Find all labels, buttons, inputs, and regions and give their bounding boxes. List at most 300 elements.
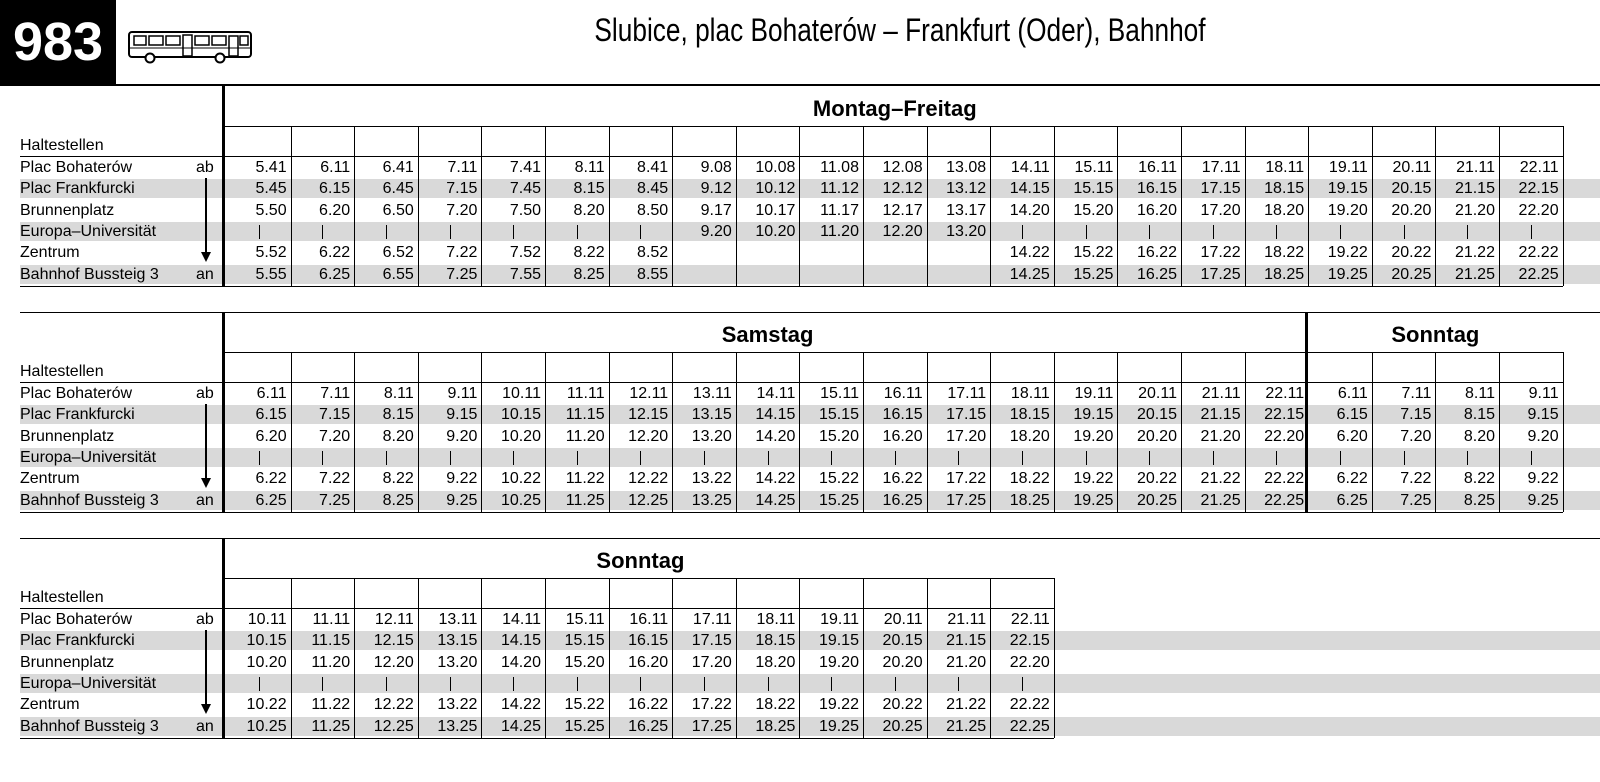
departure-time: 18.22 [755,696,796,714]
departure-time: 22.11 [1010,611,1050,628]
departure-time: 13.11 [692,385,732,402]
departure-time: 10.20 [246,653,287,671]
pass-through-mark [1022,677,1023,691]
departure-time: 12.17 [882,201,923,219]
pass-through-mark [1467,225,1468,239]
departure-time: 20.25 [1391,265,1432,283]
pass-through-mark [895,677,896,691]
departure-time: 16.22 [628,696,669,714]
departure-time: 21.20 [946,653,987,671]
pass-through-mark [831,677,832,691]
departure-time: 14.22 [500,696,541,714]
departure-time: 17.20 [691,653,732,671]
departure-time: 18.11 [1010,385,1050,402]
departure-time: 12.25 [628,491,669,509]
panel-top-rule [20,538,1600,539]
departure-time: 19.15 [1327,180,1368,198]
pass-through-mark [1086,225,1087,239]
route-title: Slubice, plac Bohaterów – Frankfurt (Oder), Bahnhof [594,12,1206,48]
pass-through-mark [640,451,641,465]
day-block-title: Samstag [721,322,814,347]
direction-arrow-icon [201,478,211,488]
departure-time: 16.15 [1136,180,1177,198]
departure-time: 18.25 [1009,491,1050,509]
departure-time: 16.11 [883,385,923,402]
stop-name: Brunnenplatz [20,653,115,671]
departure-time: 12.20 [628,427,669,445]
departure-time: 22.25 [1264,491,1305,509]
departure-time: 20.11 [1138,385,1177,402]
stop-name: Zentrum [20,470,80,488]
table-end-divider [1563,352,1564,512]
stop-name: Plac Frankfurcki [20,632,135,650]
departure-time: 18.15 [1009,406,1050,424]
departure-time: 6.25 [255,491,287,509]
pass-through-mark [1149,451,1150,465]
stop-name: Bahnhof Bussteig 3 [20,491,159,509]
pass-through-mark [577,677,578,691]
departure-time: 11.08 [820,159,859,176]
departure-time: 10.20 [755,222,796,240]
departure-time: 10.15 [246,632,287,650]
departure-time: 7.11 [1401,385,1432,402]
stop-direction: ab [196,611,214,628]
departure-time: 11.20 [820,222,859,240]
pass-through-mark [1213,451,1214,465]
stop-name: Plac Bohaterów [20,385,133,402]
departure-time: 13.17 [946,201,987,219]
departure-time: 18.22 [1009,470,1050,488]
departure-time: 11.15 [311,632,351,650]
departure-time: 10.11 [247,611,287,628]
departure-time: 11.15 [565,406,605,424]
departure-time: 6.41 [382,159,414,176]
pass-through-mark [1404,225,1405,239]
pass-through-mark [259,451,260,465]
departure-time: 22.15 [1264,406,1305,424]
departure-time: 18.25 [755,717,796,735]
departure-time: 17.22 [946,470,987,488]
departure-time: 14.15 [755,406,796,424]
stop-direction: ab [196,159,214,176]
departure-time: 12.20 [373,653,414,671]
departure-time: 8.22 [382,470,414,488]
departure-time: 8.11 [1465,385,1495,402]
departure-time: 12.22 [373,696,414,714]
departure-time: 14.11 [756,385,796,402]
departure-time: 10.25 [500,491,541,509]
departure-time: 20.22 [1136,470,1177,488]
departure-time: 9.08 [700,159,732,176]
stop-name: Europa–Universität [20,674,157,692]
stop-direction: an [196,717,214,735]
departure-time: 21.22 [1454,244,1495,262]
direction-arrow-line [205,178,207,254]
departure-time: 15.25 [818,491,859,509]
departure-time: 7.52 [509,244,541,262]
table-end-divider [1054,578,1055,738]
departure-time: 19.20 [1327,201,1368,219]
departure-time: 7.20 [446,201,478,219]
departure-time: 18.25 [1264,265,1305,283]
departure-time: 17.15 [1200,180,1241,198]
departure-time: 7.15 [446,180,478,198]
departure-time: 19.11 [820,611,859,628]
departure-time: 15.25 [1073,265,1114,283]
stop-name: Plac Frankfurcki [20,406,135,424]
departure-time: 8.15 [1463,406,1495,424]
departure-time: 7.15 [319,406,351,424]
pass-through-mark [513,451,514,465]
timetable-panel [0,312,1600,527]
departure-time: 8.15 [573,180,605,198]
departure-time: 12.15 [628,406,669,424]
stop-row-band [20,448,1600,467]
departure-time: 6.25 [1336,491,1368,509]
departure-time: 14.15 [1009,180,1050,198]
stops-heading: Haltestellen [20,137,104,154]
departure-time: 7.25 [319,491,351,509]
departure-time: 19.22 [1327,244,1368,262]
departure-time: 14.20 [1009,201,1050,219]
stop-name: Plac Frankfurcki [20,180,135,198]
departure-time: 8.20 [573,201,605,219]
departure-time: 9.12 [700,180,732,198]
departure-time: 13.22 [691,470,732,488]
departure-time: 15.15 [1073,180,1114,198]
departure-time: 6.22 [1336,470,1368,488]
departure-time: 22.25 [1009,717,1050,735]
departure-time: 16.15 [628,632,669,650]
departure-time: 10.25 [246,717,287,735]
departure-time: 6.11 [256,385,287,402]
departure-time: 15.20 [564,653,605,671]
direction-arrow-line [205,630,207,706]
pass-through-mark [1404,451,1405,465]
departure-time: 19.22 [818,696,859,714]
pass-through-mark [386,225,387,239]
departure-time: 9.11 [447,385,478,402]
departure-time: 16.11 [1138,159,1177,176]
departure-time: 18.22 [1264,244,1305,262]
departure-time: 17.22 [691,696,732,714]
pass-through-mark [1467,451,1468,465]
departure-time: 7.11 [320,385,351,402]
departure-time: 7.50 [509,201,541,219]
departure-time: 16.20 [882,427,923,445]
stop-name: Brunnenplatz [20,427,115,445]
departure-time: 10.22 [500,470,541,488]
departure-time: 8.20 [1463,427,1495,445]
stops-heading: Haltestellen [20,589,104,606]
stops-column-divider [222,312,225,512]
departure-time: 22.22 [1518,244,1559,262]
pass-through-mark [386,677,387,691]
departure-time: 11.25 [565,491,605,509]
pass-through-mark [640,677,641,691]
departure-time: 15.22 [818,470,859,488]
day-block-title: Sonntag [596,548,685,573]
departure-time: 11.11 [312,611,351,628]
departure-time: 20.11 [883,611,923,628]
title-row-rule [224,126,1563,127]
departure-time: 16.25 [628,717,669,735]
departure-time: 20.11 [1392,159,1432,176]
pass-through-mark [577,225,578,239]
pass-through-mark [1149,225,1150,239]
title-row-rule [224,352,1563,353]
pass-through-mark [958,677,959,691]
departure-time: 8.20 [382,427,414,445]
departure-time: 16.25 [882,491,923,509]
departure-time: 7.45 [509,180,541,198]
departure-time: 15.25 [564,717,605,735]
departure-time: 12.22 [628,470,669,488]
pass-through-mark [1022,451,1023,465]
pass-through-mark [1340,225,1341,239]
departure-time: 12.15 [373,632,414,650]
departure-time: 21.25 [1200,491,1241,509]
pass-through-mark [768,677,769,691]
departure-time: 5.45 [255,180,287,198]
departure-time: 7.25 [446,265,478,283]
pass-through-mark [1531,225,1532,239]
departure-time: 20.22 [1391,244,1432,262]
departure-time: 20.20 [1136,427,1177,445]
departure-time: 14.25 [1009,265,1050,283]
departure-time: 6.15 [319,180,351,198]
day-block-title: Sonntag [1391,322,1480,347]
departure-time: 22.15 [1518,180,1559,198]
departure-time: 8.25 [573,265,605,283]
departure-time: 8.11 [574,159,605,176]
departure-time: 8.25 [382,491,414,509]
pass-through-mark [1022,225,1023,239]
departure-time: 6.15 [1336,406,1368,424]
route-number-badge: 983 [0,0,116,84]
pass-through-mark [768,451,769,465]
departure-time: 6.52 [382,244,414,262]
departure-time: 22.25 [1518,265,1559,283]
departure-time: 6.50 [382,201,414,219]
departure-time: 13.20 [437,653,478,671]
stops-heading: Haltestellen [20,363,104,380]
stop-name: Plac Bohaterów [20,159,133,176]
stop-name: Europa–Universität [20,448,157,466]
departure-time: 21.25 [946,717,987,735]
departure-time: 8.22 [1463,470,1495,488]
departure-time: 9.11 [1528,385,1559,402]
departure-time: 7.20 [1400,427,1432,445]
departure-time: 12.12 [882,180,923,198]
panel-bottom-rule [20,738,1054,739]
stops-column-divider [222,538,225,738]
pass-through-mark [450,677,451,691]
departure-time: 22.15 [1009,632,1050,650]
departure-time: 18.11 [756,611,796,628]
departure-time: 20.25 [882,717,923,735]
departure-time: 19.15 [1073,406,1114,424]
departure-time: 22.11 [1265,385,1305,402]
departure-time: 11.17 [820,201,859,219]
departure-time: 20.22 [882,696,923,714]
stops-column-divider [222,86,225,286]
pass-through-mark [386,451,387,465]
departure-time: 21.20 [1454,201,1495,219]
departure-time: 22.22 [1009,696,1050,714]
departure-time: 5.55 [255,265,287,283]
departure-time: 20.20 [1391,201,1432,219]
departure-time: 22.11 [1519,159,1559,176]
departure-time: 21.11 [947,611,987,628]
departure-time: 6.45 [382,180,414,198]
departure-time: 10.20 [500,427,541,445]
direction-arrow-icon [201,252,211,262]
departure-time: 22.20 [1518,201,1559,219]
departure-time: 11.22 [565,470,605,488]
departure-time: 5.41 [255,159,287,176]
panel-bottom-rule [20,286,1563,287]
departure-time: 19.11 [1328,159,1368,176]
stop-direction: an [196,265,214,283]
departure-time: 19.25 [1327,265,1368,283]
panel-top-rule [20,312,1600,313]
pass-through-mark [577,451,578,465]
pass-through-mark [1276,225,1277,239]
stop-name: Brunnenplatz [20,201,115,219]
pass-through-mark [1276,451,1277,465]
departure-time: 12.20 [882,222,923,240]
stop-direction: an [196,491,214,509]
departure-time: 11.11 [566,385,605,402]
departure-time: 14.22 [755,470,796,488]
departure-time: 10.15 [500,406,541,424]
bus-icon [128,30,254,64]
pass-through-mark [895,451,896,465]
departure-time: 17.20 [1200,201,1241,219]
departure-time: 16.20 [1136,201,1177,219]
departure-time: 15.11 [565,611,605,628]
departure-time: 19.25 [1073,491,1114,509]
stop-name: Europa–Universität [20,222,157,240]
departure-time: 8.11 [383,385,414,402]
departure-time: 21.11 [1201,385,1241,402]
departure-time: 22.20 [1009,653,1050,671]
departure-time: 18.15 [755,632,796,650]
header-row-rule [20,608,1054,609]
day-block-title: Montag–Freitag [812,96,977,121]
departure-time: 6.20 [319,201,351,219]
departure-time: 18.20 [1009,427,1050,445]
departure-time: 17.11 [947,385,987,402]
departure-time: 7.22 [446,244,478,262]
departure-time: 14.25 [755,491,796,509]
pass-through-mark [513,677,514,691]
departure-time: 8.52 [637,244,669,262]
departure-time: 6.20 [1336,427,1368,445]
departure-time: 7.25 [1400,491,1432,509]
pass-through-mark [322,677,323,691]
departure-time: 7.11 [447,159,478,176]
departure-time: 6.11 [320,159,351,176]
departure-time: 20.20 [882,653,923,671]
departure-time: 9.20 [700,222,732,240]
panel-bottom-rule [20,512,1563,513]
departure-time: 21.15 [946,632,987,650]
departure-time: 14.15 [500,632,541,650]
pass-through-mark [1213,225,1214,239]
departure-time: 13.20 [691,427,732,445]
departure-time: 14.22 [1009,244,1050,262]
departure-time: 6.22 [255,470,287,488]
stop-name: Bahnhof Bussteig 3 [20,265,159,283]
departure-time: 18.20 [1264,201,1305,219]
departure-time: 19.11 [1074,385,1114,402]
departure-time: 15.11 [820,385,859,402]
direction-arrow-icon [201,704,211,714]
departure-time: 5.50 [255,201,287,219]
header-row-rule [20,382,1563,383]
departure-time: 15.11 [1074,159,1114,176]
departure-time: 10.11 [502,385,541,402]
departure-time: 14.11 [502,611,541,628]
departure-time: 18.20 [755,653,796,671]
departure-time: 17.20 [946,427,987,445]
stop-name: Bahnhof Bussteig 3 [20,717,159,735]
departure-time: 6.55 [382,265,414,283]
departure-time: 9.25 [1527,491,1559,509]
departure-time: 11.20 [565,427,605,445]
departure-time: 14.25 [500,717,541,735]
pass-through-mark [1340,451,1341,465]
departure-time: 20.15 [1391,180,1432,198]
departure-time: 21.15 [1454,180,1495,198]
departure-time: 20.15 [1136,406,1177,424]
departure-time: 16.15 [882,406,923,424]
departure-time: 8.55 [637,265,669,283]
pass-through-mark [640,225,641,239]
departure-time: 22.20 [1264,427,1305,445]
departure-time: 22.22 [1264,470,1305,488]
departure-time: 17.22 [1200,244,1241,262]
departure-time: 8.22 [573,244,605,262]
pass-through-mark [704,677,705,691]
direction-arrow-line [205,404,207,480]
departure-time: 6.22 [319,244,351,262]
departure-time: 9.15 [1527,406,1559,424]
departure-time: 17.25 [1200,265,1241,283]
timetable-panel [0,86,1600,301]
departure-time: 14.20 [500,653,541,671]
stop-name: Zentrum [20,696,80,714]
departure-time: 9.17 [700,201,732,219]
timetable-panel [0,538,1600,753]
stop-name: Plac Bohaterów [20,611,133,628]
departure-time: 15.20 [818,427,859,445]
departure-time: 12.11 [629,385,669,402]
departure-time: 18.11 [1265,159,1305,176]
departure-time: 21.11 [1456,159,1495,176]
departure-time: 14.20 [755,427,796,445]
departure-time: 15.20 [1073,201,1114,219]
departure-time: 17.15 [946,406,987,424]
departure-time: 9.22 [446,470,478,488]
departure-time: 17.25 [946,491,987,509]
departure-time: 19.20 [818,653,859,671]
departure-time: 8.15 [382,406,414,424]
pass-through-mark [831,451,832,465]
table-end-divider [1563,126,1564,286]
